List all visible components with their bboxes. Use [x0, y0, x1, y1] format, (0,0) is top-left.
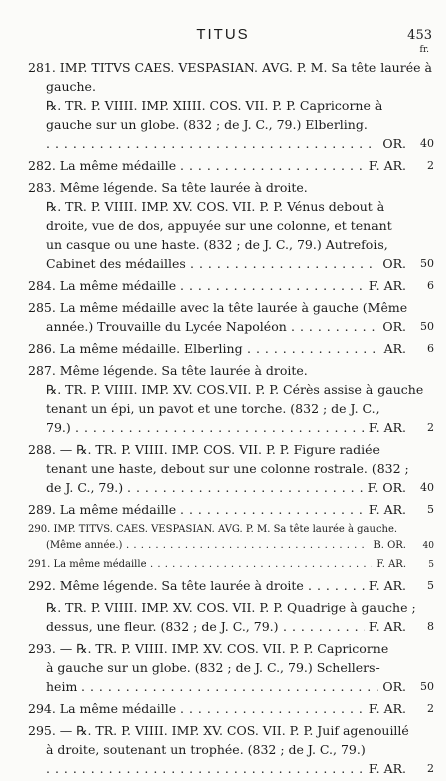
catalogue-entry — [0, 276, 446, 295]
dot-leader — [247, 339, 380, 358]
price-value: 5 — [428, 560, 434, 570]
entry-text: 288. — ℞. TR. P. VIIII. IMP. COS. VII. P. P. Figure radiée — [28, 442, 380, 457]
condition-metal: F. AR. — [368, 278, 406, 293]
entry-text: 282. La même médaille — [28, 158, 177, 173]
catalogue-entry — [0, 440, 446, 497]
entry-text: gauche. — [46, 79, 96, 94]
catalogue-entry — [0, 500, 446, 519]
price-value: 5 — [427, 503, 434, 516]
price-value: 6 — [427, 342, 434, 355]
condition-metal: OR. — [382, 256, 406, 271]
entry-line — [0, 598, 446, 617]
catalogue-entry — [0, 699, 446, 718]
catalogue-entry — [0, 557, 446, 573]
entry-line — [0, 156, 446, 175]
entry-text: 295. — ℞. TR. P. VIIII. IMP. XV. COS. VII. P. P. Juif agenouillé — [28, 723, 409, 738]
condition-metal: F. AR. — [368, 502, 406, 517]
entry-line — [0, 500, 446, 519]
entry-text: 290. IMP. TITVS. CAES. VESPASIAN. AVG. P. M. Sa tête laurée à gauche. — [28, 524, 398, 535]
condition-metal: F. AR. — [368, 761, 406, 776]
condition-metal: F. AR. — [368, 701, 406, 716]
entry-line — [0, 361, 446, 380]
entry-text: 285. La même médaille avec la tête laurée à gauche (Même — [28, 300, 408, 315]
catalogue-entry — [0, 576, 446, 595]
entry-line — [0, 216, 446, 235]
page-number: 453 — [407, 28, 432, 43]
entry-line — [0, 178, 446, 197]
entry-text: 284. La même médaille — [28, 278, 177, 293]
entry-line — [0, 658, 446, 677]
entry-line — [0, 418, 446, 437]
dot-leader — [127, 478, 364, 497]
entry-line — [0, 339, 446, 358]
catalogue-entry — [0, 598, 446, 636]
entry-text: 291. La même médaille — [28, 559, 147, 570]
condition-metal: F. AR. — [368, 578, 406, 593]
entry-line — [0, 276, 446, 295]
entry-line — [0, 759, 446, 778]
dot-leader — [190, 254, 378, 273]
condition-metal: OR. — [382, 319, 406, 334]
entry-text: dessus, une fleur. (832 ; de J. C., 79.) — [46, 619, 279, 634]
condition-metal: AR. — [383, 341, 406, 356]
entry-line — [0, 77, 446, 96]
dot-leader — [180, 156, 365, 175]
entry-text: ℞. TR. P. VIIII. IMP. XV. COS.VII. P. P. Cérès assise à gauche — [46, 382, 424, 397]
entry-line — [0, 254, 446, 273]
dot-leader — [283, 617, 365, 636]
entry-text: 293. — ℞. TR. P. VIIII. IMP. XV. COS. VII. P. P. Capricorne — [28, 641, 389, 656]
dot-leader — [75, 418, 365, 437]
price-value: 40 — [420, 137, 434, 150]
dot-leader — [150, 557, 372, 573]
entry-text: tenant une haste, debout sur une colonne rostrale. (832 ; — [46, 461, 409, 476]
entry-text: tenant un épi, un pavot et une torche. (832 ; de J. C., — [46, 401, 380, 416]
price-value: 50 — [420, 320, 434, 333]
catalogue-entry — [0, 361, 446, 437]
dot-leader — [46, 759, 365, 778]
running-title: TITUS — [196, 26, 250, 43]
condition-metal: F. AR. — [368, 420, 406, 435]
entry-text: gauche sur un globe. (832 ; de J. C., 79.) Elberling. — [46, 117, 368, 132]
entry-text: 292. Même légende. Sa tête laurée à droite — [28, 578, 304, 593]
entry-line — [0, 699, 446, 718]
entry-text: heim — [46, 679, 78, 694]
catalogue-entry — [0, 178, 446, 273]
entry-text: à droite, soutenant un trophée. (832 ; de J. C., 79.) — [46, 742, 366, 757]
entry-text: 79.) — [46, 420, 71, 435]
entry-line — [0, 617, 446, 636]
condition-metal: F. OR. — [367, 480, 406, 495]
price-value: 2 — [427, 159, 434, 172]
condition-metal: B. OR. — [373, 540, 406, 551]
dot-leader — [308, 576, 365, 595]
dot-leader — [291, 317, 378, 336]
entry-line — [0, 522, 446, 538]
entry-text: 287. Même légende. Sa tête laurée à droite. — [28, 363, 308, 378]
entry-text: ℞. TR. P. VIIII. IMP. XIIII. COS. VII. P. P. Capricorne à — [46, 98, 383, 113]
catalogue-entry — [0, 298, 446, 336]
dot-leader — [126, 538, 369, 554]
dot-leader — [180, 699, 365, 718]
entry-text: 286. La même médaille. Elberling — [28, 341, 243, 356]
dot-leader — [46, 134, 378, 153]
catalogue-entry — [0, 339, 446, 358]
entry-list — [0, 58, 446, 781]
entry-line — [0, 557, 446, 573]
entry-text: 294. La même médaille — [28, 701, 177, 716]
entry-text: (Même année.) — [46, 540, 123, 551]
entry-line — [0, 197, 446, 216]
entry-line — [0, 459, 446, 478]
price-value: 40 — [420, 481, 434, 494]
dot-leader — [81, 677, 378, 696]
price-value: 8 — [427, 620, 434, 633]
catalogue-entry — [0, 522, 446, 554]
condition-metal: F. AR. — [368, 158, 406, 173]
condition-metal: OR. — [382, 136, 406, 151]
catalogue-entry — [0, 639, 446, 696]
entry-text: de J. C., 79.) — [46, 480, 124, 495]
entry-text: année.) Trouvaille du Lycée Napoléon — [46, 319, 287, 334]
entry-line — [0, 235, 446, 254]
catalogue-entry — [0, 58, 446, 153]
entry-line — [0, 677, 446, 696]
entry-line — [0, 298, 446, 317]
price-value: 2 — [427, 702, 434, 715]
entry-text: ℞. TR. P. VIIII. IMP. XV. COS. VII. P. P. Vénus debout à — [46, 199, 385, 214]
entry-text: 281. IMP. TITVS CAES. VESPASIAN. AVG. P. M. Sa tête laurée à — [28, 60, 432, 75]
entry-text: ℞. TR. P. VIIII. IMP. XV. COS. VII. P. P. Quadrige à gauche ; — [46, 600, 416, 615]
entry-text: 289. La même médaille — [28, 502, 177, 517]
price-value: 2 — [427, 762, 434, 775]
price-value: 5 — [427, 579, 434, 592]
entry-line — [0, 440, 446, 459]
condition-metal: F. AR. — [376, 559, 406, 570]
entry-text: à gauche sur un globe. (832 ; de J. C., 79.) Schellers- — [46, 660, 380, 675]
price-value: 50 — [420, 257, 434, 270]
entry-line — [0, 380, 446, 399]
entry-line — [0, 399, 446, 418]
entry-text: Cabinet des médailles — [46, 256, 186, 271]
entry-text: 283. Même légende. Sa tête laurée à droite. — [28, 180, 308, 195]
entry-line — [0, 478, 446, 497]
catalogue-entry — [0, 156, 446, 175]
dot-leader — [180, 276, 365, 295]
price-unit: fr. — [419, 45, 429, 55]
entry-line — [0, 96, 446, 115]
entry-line — [0, 576, 446, 595]
entry-line — [0, 538, 446, 554]
entry-text: droite, vue de dos, appuyée sur une colonne, et tenant — [46, 218, 392, 233]
entry-text: un casque ou une haste. (832 ; de J. C., 79.) Autrefois, — [46, 237, 388, 252]
entry-line — [0, 639, 446, 658]
price-value: 50 — [420, 680, 434, 693]
price-value: 2 — [427, 421, 434, 434]
condition-metal: F. AR. — [368, 619, 406, 634]
entry-line — [0, 58, 446, 77]
entry-line — [0, 317, 446, 336]
entry-line — [0, 115, 446, 134]
dot-leader — [180, 500, 365, 519]
entry-line — [0, 721, 446, 740]
price-value: 6 — [427, 279, 434, 292]
price-value: 40 — [422, 541, 434, 551]
condition-metal: OR. — [382, 679, 406, 694]
entry-line — [0, 134, 446, 153]
